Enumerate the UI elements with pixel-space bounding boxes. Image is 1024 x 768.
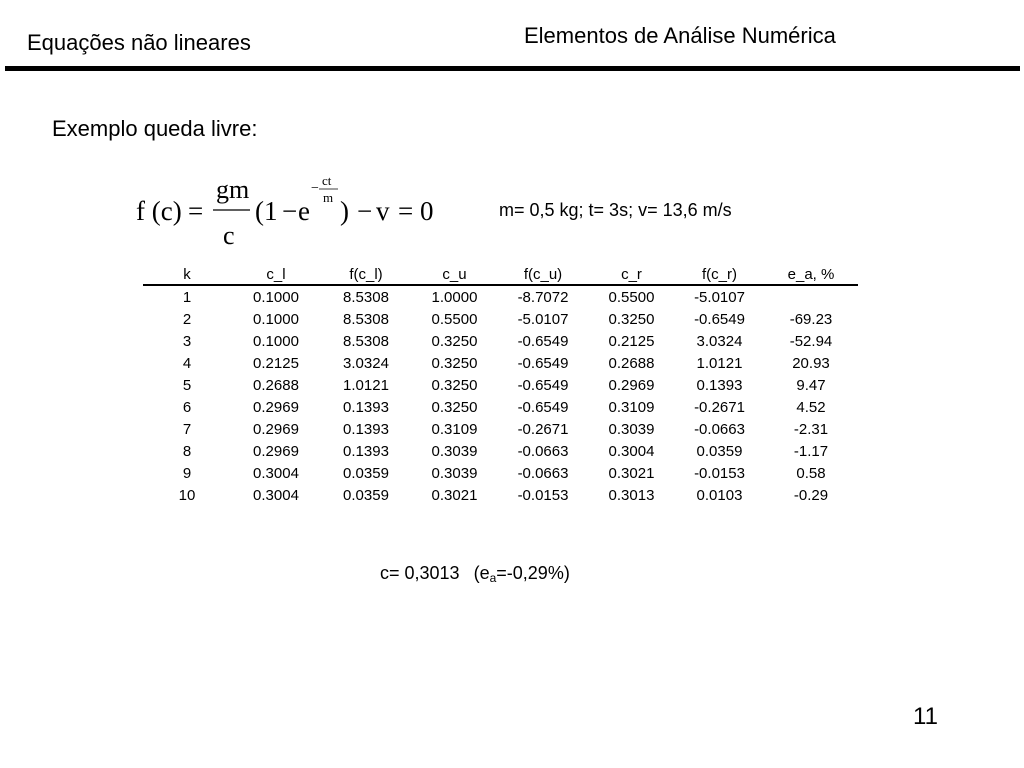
table-cell: 0.2969	[253, 398, 299, 416]
column-header: c_r	[588, 264, 675, 285]
equation-lhs: f (c)	[136, 196, 182, 226]
header-left-title: Equações não lineares	[27, 30, 251, 55]
table-cell: -0.6549	[517, 332, 569, 350]
table-cell: -5.0107	[517, 310, 569, 328]
table-cell: 0.5500	[608, 288, 655, 306]
equation	[128, 168, 468, 252]
table-cell: 0.3109	[431, 420, 478, 438]
table-cell: 0.3250	[608, 310, 655, 328]
table-cell: 8.5308	[343, 310, 389, 328]
table-cell: 0.3004	[253, 486, 299, 504]
table-cell: -0.2671	[517, 420, 569, 438]
equation-exponent-sign: −	[311, 181, 319, 196]
table-cell: 10	[178, 486, 196, 504]
table-cell: 4.52	[796, 398, 826, 416]
equation-minus-2: −	[357, 196, 373, 226]
page-number: 11	[913, 703, 938, 730]
table-cell: 3	[182, 332, 192, 350]
table-cell: 8.5308	[343, 288, 389, 306]
table-row	[143, 308, 858, 330]
table-cell: 0.2688	[253, 376, 299, 394]
table-cell: -69.23	[789, 310, 833, 328]
equation-equals-2: =	[398, 196, 414, 226]
table-row	[143, 462, 858, 484]
table-cell: 0.2969	[253, 420, 299, 438]
table-cell: 9.47	[796, 376, 826, 394]
table-cell: 6	[182, 398, 192, 416]
equation-numerator: gm	[216, 175, 250, 204]
table-cell: 0.0359	[343, 464, 389, 482]
table-cell: 8	[182, 442, 192, 460]
table-header-row	[143, 264, 858, 285]
table-cell: 0.0359	[696, 442, 743, 460]
table-cell: 0.1000	[253, 288, 299, 306]
result-text	[380, 563, 570, 585]
table-cell: 0.1393	[343, 398, 389, 416]
table-cell: 0.3039	[431, 464, 478, 482]
table-cell: -0.6549	[517, 354, 569, 372]
table-cell: -5.0107	[694, 288, 745, 306]
equation-minus: −	[282, 196, 298, 226]
table-cell: 0.0103	[696, 486, 743, 504]
table-cell: 5	[182, 376, 192, 394]
table-cell: -0.0663	[694, 420, 745, 438]
table-row	[143, 396, 858, 418]
table-cell: 0.3004	[253, 464, 299, 482]
table-cell: 0.5500	[431, 310, 478, 328]
equation-v: v	[376, 196, 390, 226]
table-cell: 8.5308	[343, 332, 389, 350]
column-header: c_l	[231, 264, 321, 285]
result-error-open: (e	[473, 563, 490, 583]
table-cell: 0.2125	[608, 332, 655, 350]
table-cell: -0.6549	[694, 310, 745, 328]
equation-paren-close: )	[340, 196, 349, 226]
table-cell: 3.0324	[696, 332, 743, 350]
equation-paren-open: (1	[255, 196, 278, 226]
table-cell: 7	[182, 420, 192, 438]
table-cell: 0.3039	[431, 442, 478, 460]
table-cell: -52.94	[789, 332, 833, 350]
column-header: k	[143, 264, 231, 285]
result-error-rest: =-0,29%)	[496, 563, 570, 583]
table-cell: 0.3109	[608, 398, 655, 416]
equation-base-e: e	[298, 196, 310, 226]
table-cell: 3.0324	[343, 354, 389, 372]
parameters-text: m= 0,5 kg; t= 3s; v= 13,6 m/s	[499, 200, 732, 220]
table-cell: 0.3021	[431, 486, 478, 504]
table-cell: 0.3250	[431, 376, 478, 394]
table-cell: -0.0663	[517, 464, 569, 482]
column-header: e_a, %	[764, 264, 858, 285]
table-cell: 0.2125	[253, 354, 299, 372]
table-cell: 0.2969	[253, 442, 299, 460]
table-cell: -0.6549	[517, 398, 569, 416]
table-row	[143, 352, 858, 374]
table-cell: 0.3250	[431, 332, 478, 350]
table-row	[143, 484, 858, 506]
table-row	[143, 418, 858, 440]
table-cell: -0.0153	[517, 486, 569, 504]
table-cell: 0.3021	[608, 464, 655, 482]
table-cell: -0.6549	[517, 376, 569, 394]
column-header: f(c_l)	[321, 264, 411, 285]
result-error-subscript: a	[489, 571, 497, 585]
equation-zero: 0	[420, 196, 434, 226]
table-cell: -0.0663	[517, 442, 569, 460]
column-header: f(c_r)	[675, 264, 764, 285]
table-cell: 0.3004	[608, 442, 655, 460]
section-subtitle: Exemplo queda livre:	[52, 116, 258, 141]
table-cell: 0.1000	[253, 310, 299, 328]
table-cell: 0.1393	[696, 376, 743, 394]
equation-equals: =	[188, 196, 204, 226]
equation-graphic	[128, 168, 468, 252]
table-cell: 20.93	[792, 354, 830, 372]
table-cell: -0.2671	[694, 398, 745, 416]
table-cell: 0.3013	[608, 486, 655, 504]
table-row	[143, 330, 858, 352]
table-cell: 0.2969	[608, 376, 655, 394]
table-cell: 9	[182, 464, 192, 482]
table-row	[143, 285, 858, 308]
table-cell: 1.0121	[696, 354, 743, 372]
column-header: c_u	[411, 264, 498, 285]
table-cell: -0.29	[793, 486, 829, 504]
table-row	[143, 374, 858, 396]
equation-exponent-denominator: m	[323, 190, 334, 205]
table-cell: 0.1393	[343, 420, 389, 438]
equation-denominator: c	[223, 221, 235, 250]
table-cell: 2	[182, 310, 192, 328]
table-cell: -8.7072	[517, 288, 569, 306]
table-cell: 1.0000	[431, 288, 478, 306]
header-right-title: Elementos de Análise Numérica	[524, 23, 836, 48]
table-cell: -2.31	[793, 420, 829, 438]
table-cell: 0.0359	[343, 486, 389, 504]
table-row	[143, 440, 858, 462]
table-cell: 1	[182, 288, 192, 306]
table-cell: 0.1393	[343, 442, 389, 460]
table-cell: 0.58	[796, 464, 826, 482]
table-cell: 4	[182, 354, 192, 372]
header-divider	[5, 66, 1020, 71]
table-cell: -0.0153	[694, 464, 745, 482]
bisection-table	[143, 264, 858, 506]
equation-exponent-numerator: ct	[322, 173, 332, 188]
table-body	[143, 285, 858, 506]
table-cell: 0.1000	[253, 332, 299, 350]
table-cell: 0.3039	[608, 420, 655, 438]
table-cell: 0.3250	[431, 398, 478, 416]
result-value: c= 0,3013	[380, 563, 460, 583]
table-cell: -1.17	[793, 442, 829, 460]
table-cell	[764, 285, 858, 308]
column-header: f(c_u)	[498, 264, 588, 285]
table-cell: 1.0121	[343, 376, 389, 394]
table-cell: 0.2688	[608, 354, 655, 372]
table-cell: 0.3250	[431, 354, 478, 372]
